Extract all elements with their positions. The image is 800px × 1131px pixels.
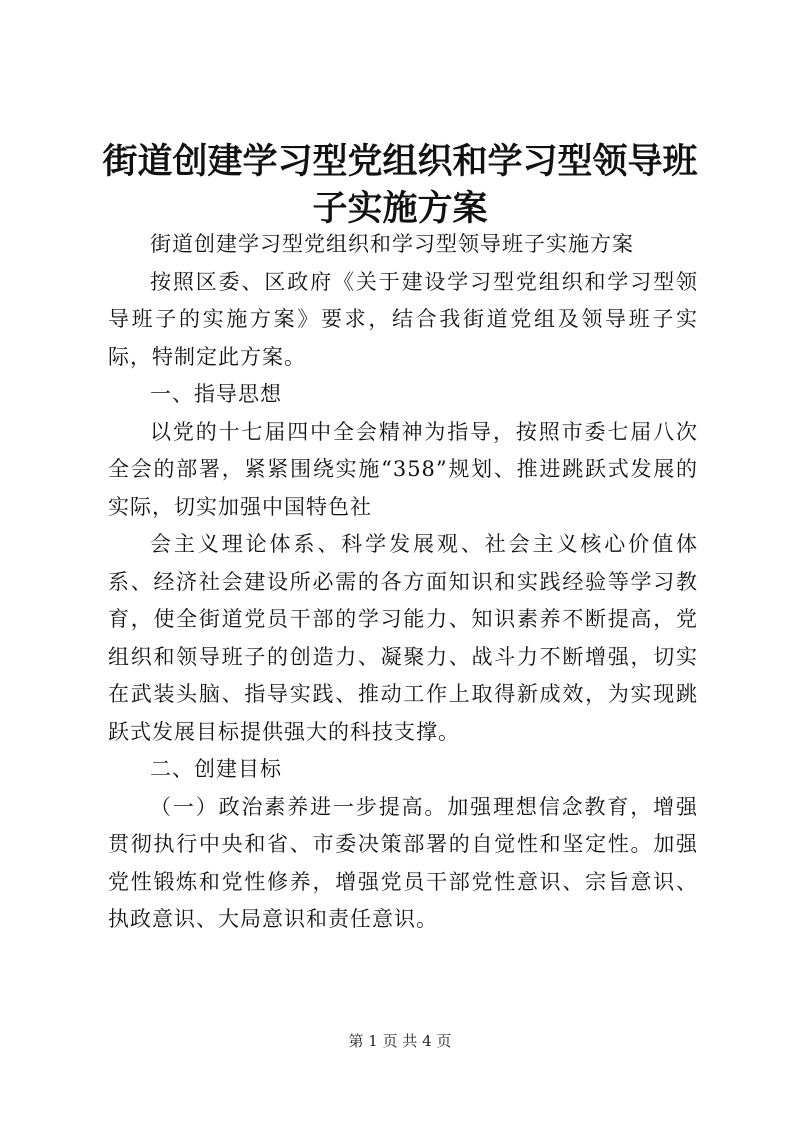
guiding-thought-paragraph: 以党的十七届四中全会精神为指导，按照市委七届八次全会的部署，紧紧围绕实施“358”规划、推进跳跃式发展的实际，切实加强中国特色社 <box>108 419 698 519</box>
guiding-thought-continued-paragraph: 会主义理论体系、科学发展观、社会主义核心价值体系、经济社会建设所必需的各方面知识和实践经验等学习教育，使全街道党员干部的学习能力、知识素养不断提高，党组织和领导班子的创造力、凝聚力、战斗力不断增强，切实在武装头脑、指导实践、推动工作上取得新成效，为实现跳跃式发展目标提供强大的科技支撑。 <box>108 532 698 744</box>
subtitle-paragraph: 街道创建学习型党组织和学习型领导班子实施方案 <box>150 232 634 256</box>
intro-paragraph: 按照区委、区政府《关于建设学习型党组织和学习型领导班子的实施方案》要求，结合我街道党组及领导班子实际，特制定此方案。 <box>108 269 698 369</box>
section-heading-goals: 二、创建目标 <box>150 757 282 781</box>
page-number-footer: 第 1 页 共 4 页 <box>348 1032 452 1050</box>
document-title: 街道创建学习型党组织和学习型领导班子实施方案 <box>102 141 698 229</box>
document-body <box>108 226 698 939</box>
section-heading-guiding-thought: 一、指导思想 <box>150 382 282 406</box>
goal-one-paragraph: （一）政治素养进一步提高。加强理想信念教育，增强贯彻执行中央和省、市委决策部署的自觉性和坚定性。加强党性锻炼和党性修养，增强党员干部党性意识、宗旨意识、执政意识、大局意识和责任意识。 <box>108 794 698 931</box>
